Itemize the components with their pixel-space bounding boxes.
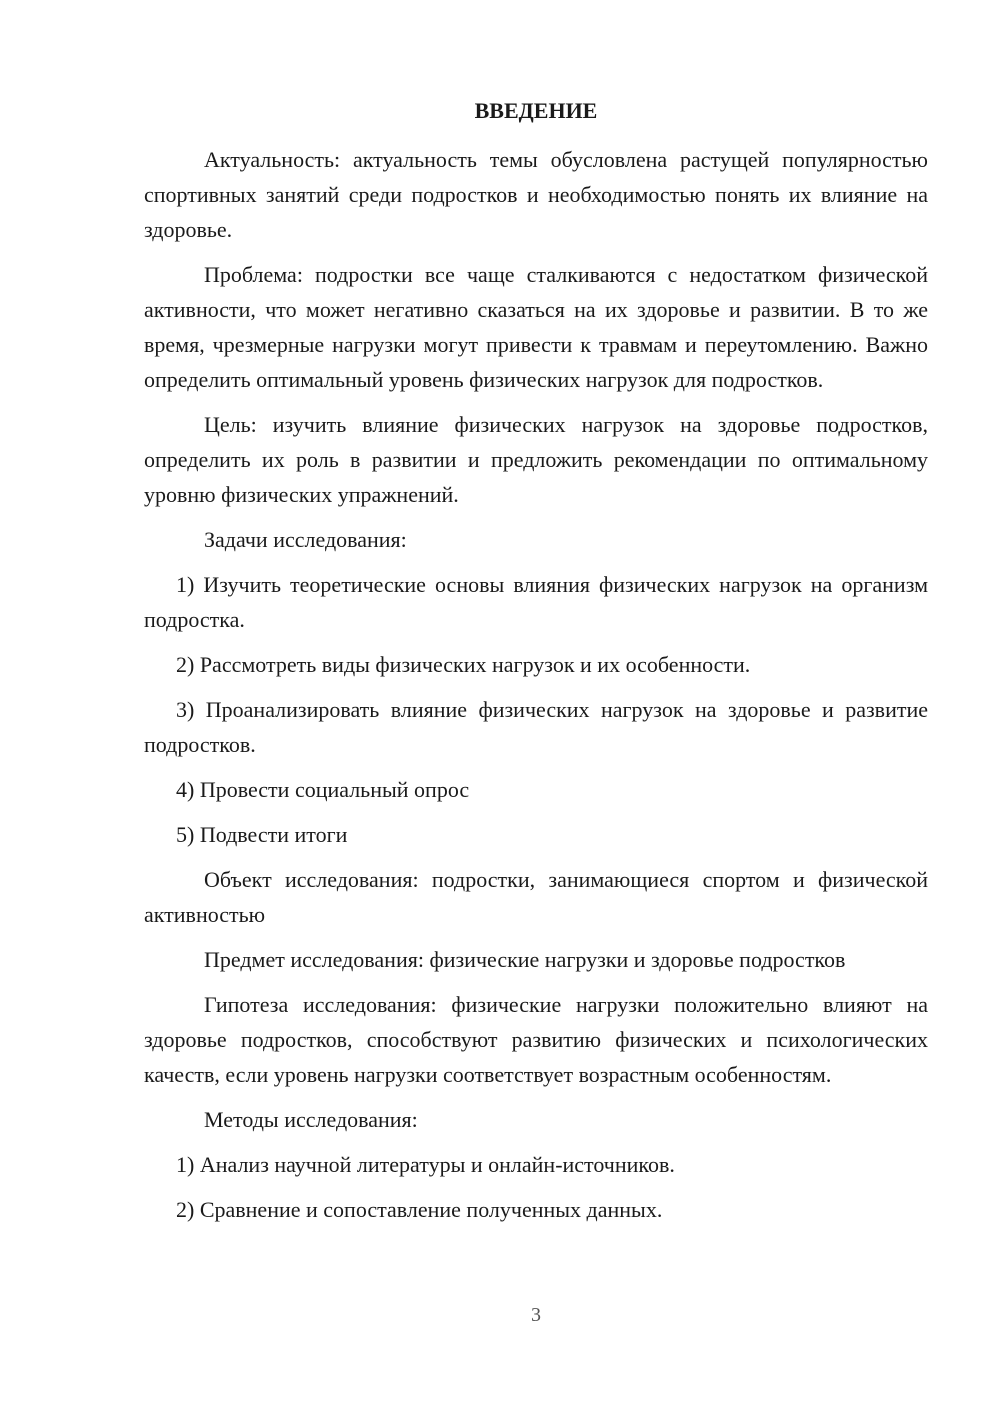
task-item-3: 3) Проанализировать влияние физических нагрузок на здоровье и развитие подростков. bbox=[144, 697, 928, 757]
page-title: ВВЕДЕНИЕ bbox=[474, 98, 598, 123]
relevance-paragraph: Актуальность: актуальность темы обусловлена растущей популярностью спортивных занятий среди подростков и необходимостью понять их влияние на здоровье. bbox=[144, 147, 928, 242]
task-item-5: 5) Подвести итоги bbox=[176, 822, 348, 847]
problem-paragraph: Проблема: подростки все чаще сталкиваются с недостатком физической активности, что может негативно сказаться на их здоровье и развитии. В то же время, чрезмерные нагрузки могут привести к травмам и переутомлению. Важно определить оптимальный уровень физических нагрузок для подростков. bbox=[144, 262, 928, 392]
tasks-heading: Задачи исследования: bbox=[204, 527, 407, 552]
goal-paragraph: Цель: изучить влияние физических нагрузок на здоровье подростков, определить их роль в развитии и предложить рекомендации по оптимальному уровню физических упражнений. bbox=[144, 412, 928, 507]
task-item-4: 4) Провести социальный опрос bbox=[176, 777, 470, 802]
method-item-2: 2) Сравнение и сопоставление полученных данных. bbox=[176, 1197, 663, 1222]
subject-paragraph: Предмет исследования: физические нагрузки и здоровье подростков bbox=[204, 947, 846, 972]
methods-heading: Методы исследования: bbox=[204, 1107, 418, 1132]
page-number: 3 bbox=[531, 1304, 541, 1326]
task-item-1: 1) Изучить теоретические основы влияния физических нагрузок на организм подростка. bbox=[144, 572, 928, 632]
task-item-2: 2) Рассмотреть виды физических нагрузок и их особенности. bbox=[176, 652, 751, 677]
method-item-1: 1) Анализ научной литературы и онлайн-источников. bbox=[176, 1152, 675, 1177]
hypothesis-paragraph: Гипотеза исследования: физические нагрузки положительно влияют на здоровье подростков, способствуют развитию физических и психологических качеств, если уровень нагрузки соответствует возрастным особенностям. bbox=[144, 992, 928, 1087]
document-body bbox=[144, 142, 928, 1237]
object-paragraph: Объект исследования: подростки, занимающиеся спортом и физической активностью bbox=[144, 867, 928, 927]
